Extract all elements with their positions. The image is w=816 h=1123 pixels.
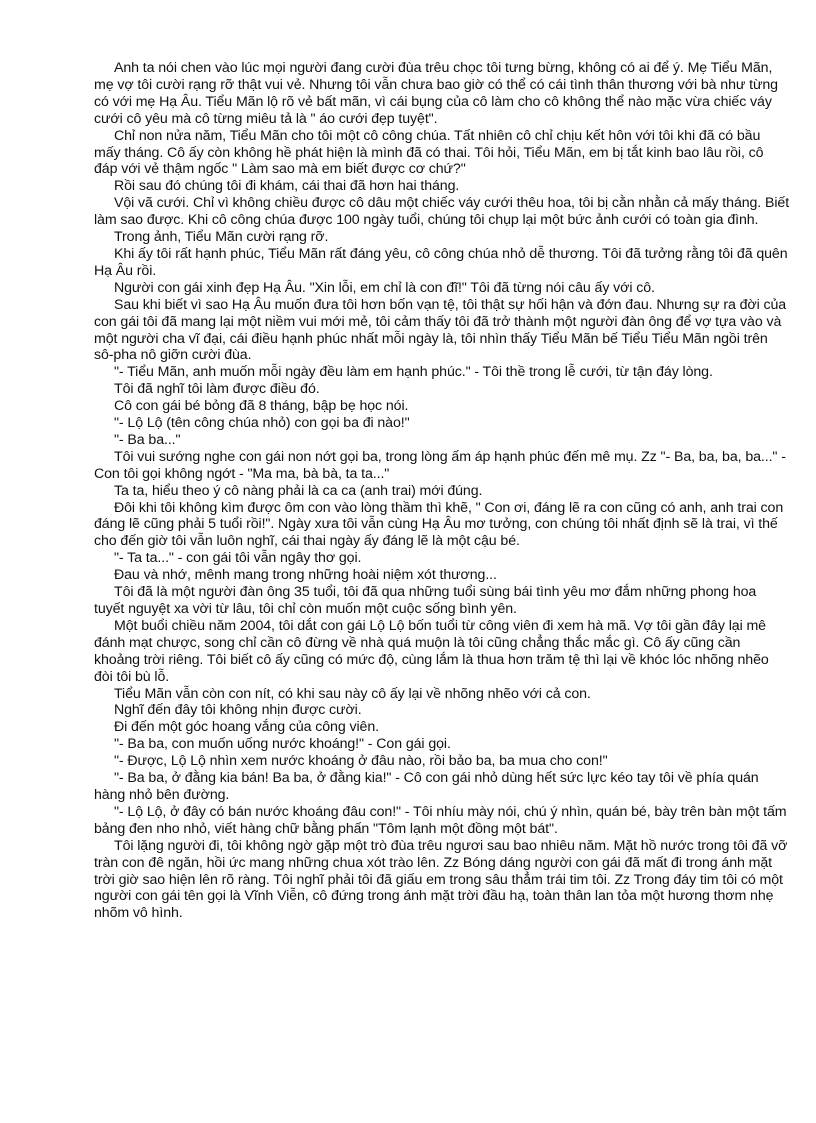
paragraph: "- Ba ba, con muốn uống nước khoáng!" - Con gái gọi. [114,736,451,753]
paragraph: "- Được, Lộ Lộ nhìn xem nước khoáng ở đâu nào, rồi bảo ba, ba mua cho con!" [114,753,608,770]
paragraph: Tôi lặng người đi, tôi không ngờ gặp một trò đùa trêu ngươi sau bao nhiêu năm. Mặt hồ nước trong tôi đã vỡ tràn con đê ngăn, hồi ức mang những chua xót trào lên. Zz Bóng dáng người con gái đã mất đi trong ánh mặt trời giờ sao hiện lên rõ ràng. Tôi nghĩ phải tôi đã giấu em trong sâu thẳm trái tim tôi. Zz Trong đáy tim tôi có một người con gái tên gọi là Vĩnh Viễn, cô đứng trong ánh mặt trời đầu hạ, toàn thân lan tỏa một hương thơm nhẹ nhõm vô hình. [94,837,788,922]
paragraph: Chỉ non nửa năm, Tiểu Mãn cho tôi một cô công chúa. Tất nhiên cô chỉ chịu kết hôn với tôi khi đã có bầu mấy tháng. Cô ấy còn không hề phát hiện là mình đã có thai. Tôi hỏi, Tiểu Mãn, em bị tắt kinh bao lâu rồi, cô đáp với vẻ thậm ngốc " Làm sao mà em biết được cơ chứ?" [94,127,764,178]
paragraph: Đôi khi tôi không kìm được ôm con vào lòng thầm thì khẽ, " Con ơi, đáng lẽ ra con cũng có anh, anh trai con đáng lẽ cũng phải 5 tuổi rồi!". Ngày xưa tôi vẫn cùng Hạ Âu mơ tưởng, con chúng tôi nhất định sẽ là trai, vì thế cho đến giờ tôi vẫn luôn nghĩ, cái thai ngày ấy đáng lẽ là một cậu bé. [94,499,784,550]
paragraph: Người con gái xinh đẹp Hạ Âu. "Xin lỗi, em chỉ là con đĩ!" Tôi đã từng nói câu ấy với cô. [114,279,655,296]
paragraph: Khi ấy tôi rất hạnh phúc, Tiểu Mãn rất đáng yêu, cô công chúa nhỏ dễ thương. Tôi đã tưởng rằng tôi đã quên Hạ Âu rồi. [94,245,788,279]
paragraph: "- Lộ Lộ, ở đây có bán nước khoáng đâu con!" - Tôi nhíu mày nói, chú ý nhìn, quán bé, bày trên bàn một tấm bảng đen nho nhỏ, viết hàng chữ bằng phấn "Tôm lạnh một đồng một bát". [94,803,787,837]
paragraph: Đau và nhớ, mênh mang trong những hoài niệm xót thương... [114,567,497,584]
paragraph: Một buổi chiều năm 2004, tôi dắt con gái Lộ Lộ bốn tuổi từ công viên đi xem hà mã. Vợ tôi gần đây lại mê đánh mạt chược, song chỉ cần cô đừng về nhà quá muộn là tôi cũng chẳng thắc mắc gì. Cô ấy cũng cần khoảng trời riêng. Tôi biết cô ấy cũng có mức độ, cùng lắm là thua hơn trăm tệ thì lại về khóc lóc nhõng nhẽo đòi tôi bù lỗ. [94,617,769,685]
paragraph: Tiểu Mãn vẫn còn con nít, có khi sau này cô ấy lại về nhõng nhẽo với cả con. [114,685,591,702]
paragraph: Cô con gái bé bỏng đã 8 tháng, bập bẹ học nói. [114,398,409,415]
paragraph: "- Ba ba..." [114,431,181,448]
paragraph: Đi đến một góc hoang vắng của công viên. [114,719,379,736]
paragraph: Trong ảnh, Tiểu Mãn cười rạng rỡ. [114,229,329,246]
paragraph: Rồi sau đó chúng tôi đi khám, cái thai đã hơn hai tháng. [114,178,460,195]
paragraph: Vội vã cưới. Chỉ vì không chiều được cô dâu một chiếc váy cưới thêu hoa, tôi bị cằn nhằn cả mấy tháng. Biết làm sao được. Khi cô công chúa được 100 ngày tuổi, chúng tôi chụp lại một bức ảnh cưới có toàn gia đình. [94,195,790,229]
paragraph: "- Ba ba, ở đằng kia bán! Ba ba, ở đằng kia!" - Cô con gái nhỏ dùng hết sức lực kéo tay tôi về phía quán hàng nhỏ bên đường. [94,770,759,803]
paragraph: Tôi đã là một người đàn ông 35 tuổi, tôi đã qua những tuổi sùng bái tình yêu mơ đắm những phong hoa tuyết nguyệt xa vời từ lâu, tôi chỉ còn muốn một cuộc sống bình yên. [94,584,757,617]
document-body [94,60,790,922]
paragraph: "- Lộ Lộ (tên công chúa nhỏ) con gọi ba đi nào!" [114,415,410,432]
paragraph: "- Ta ta..." - con gái tôi vẫn ngây thơ gọi. [114,550,362,567]
paragraph: "- Tiểu Mãn, anh muốn mỗi ngày đều làm em hạnh phúc." - Tôi thề trong lễ cưới, từ tận đáy lòng. [114,364,713,381]
paragraph: Anh ta nói chen vào lúc mọi người đang cười đùa trêu chọc tôi tưng bừng, không có ai để ý. Mẹ Tiểu Mãn, mẹ vợ tôi cười rạng rỡ thật vui vẻ. Nhưng tôi vẫn chưa bao giờ có thể có cái tình thân thương với bà như từng có với mẹ Hạ Âu. Tiểu Mãn lộ rõ vẻ bất mãn, vì cái bụng của cô làm cho cô không thể nào mặc vừa chiếc váy cưới cô yêu mà cô từng miêu tả là " áo cưới đẹp tuyệt". [94,60,778,127]
paragraph: Tôi vui sướng nghe con gái non nớt gọi ba, trong lòng ấm áp hạnh phúc đến mê mụ. Zz "- Ba, ba, ba, ba..." - Con tôi gọi không ngớt - "Ma ma, bà bà, ta ta..." [94,448,786,482]
paragraph: Sau khi biết vì sao Hạ Âu muốn đưa tôi hơn bốn vạn tệ, tôi thật sự hối hận và đớn đau. Nhưng sự ra đời của con gái tôi đã mang lại một niềm vui mới mẻ, tôi cảm thấy tôi đã trở thành một người đàn ông để vợ tựa vào và một người cha vĩ đại, cái điều hạnh phúc nhất mỗi ngày là, tôi nhìn thấy Tiểu Mãn bế Tiểu Tiểu Mãn ngồi trên sô-pha nô giỡn cười đùa. [94,296,787,364]
paragraph: Ta ta, hiểu theo ý cô nàng phải là ca ca (anh trai) mới đúng. [114,482,483,499]
paragraph: Tôi đã nghĩ tôi làm được điều đó. [114,381,320,398]
paragraph: Nghĩ đến đây tôi không nhịn được cười. [114,702,362,719]
